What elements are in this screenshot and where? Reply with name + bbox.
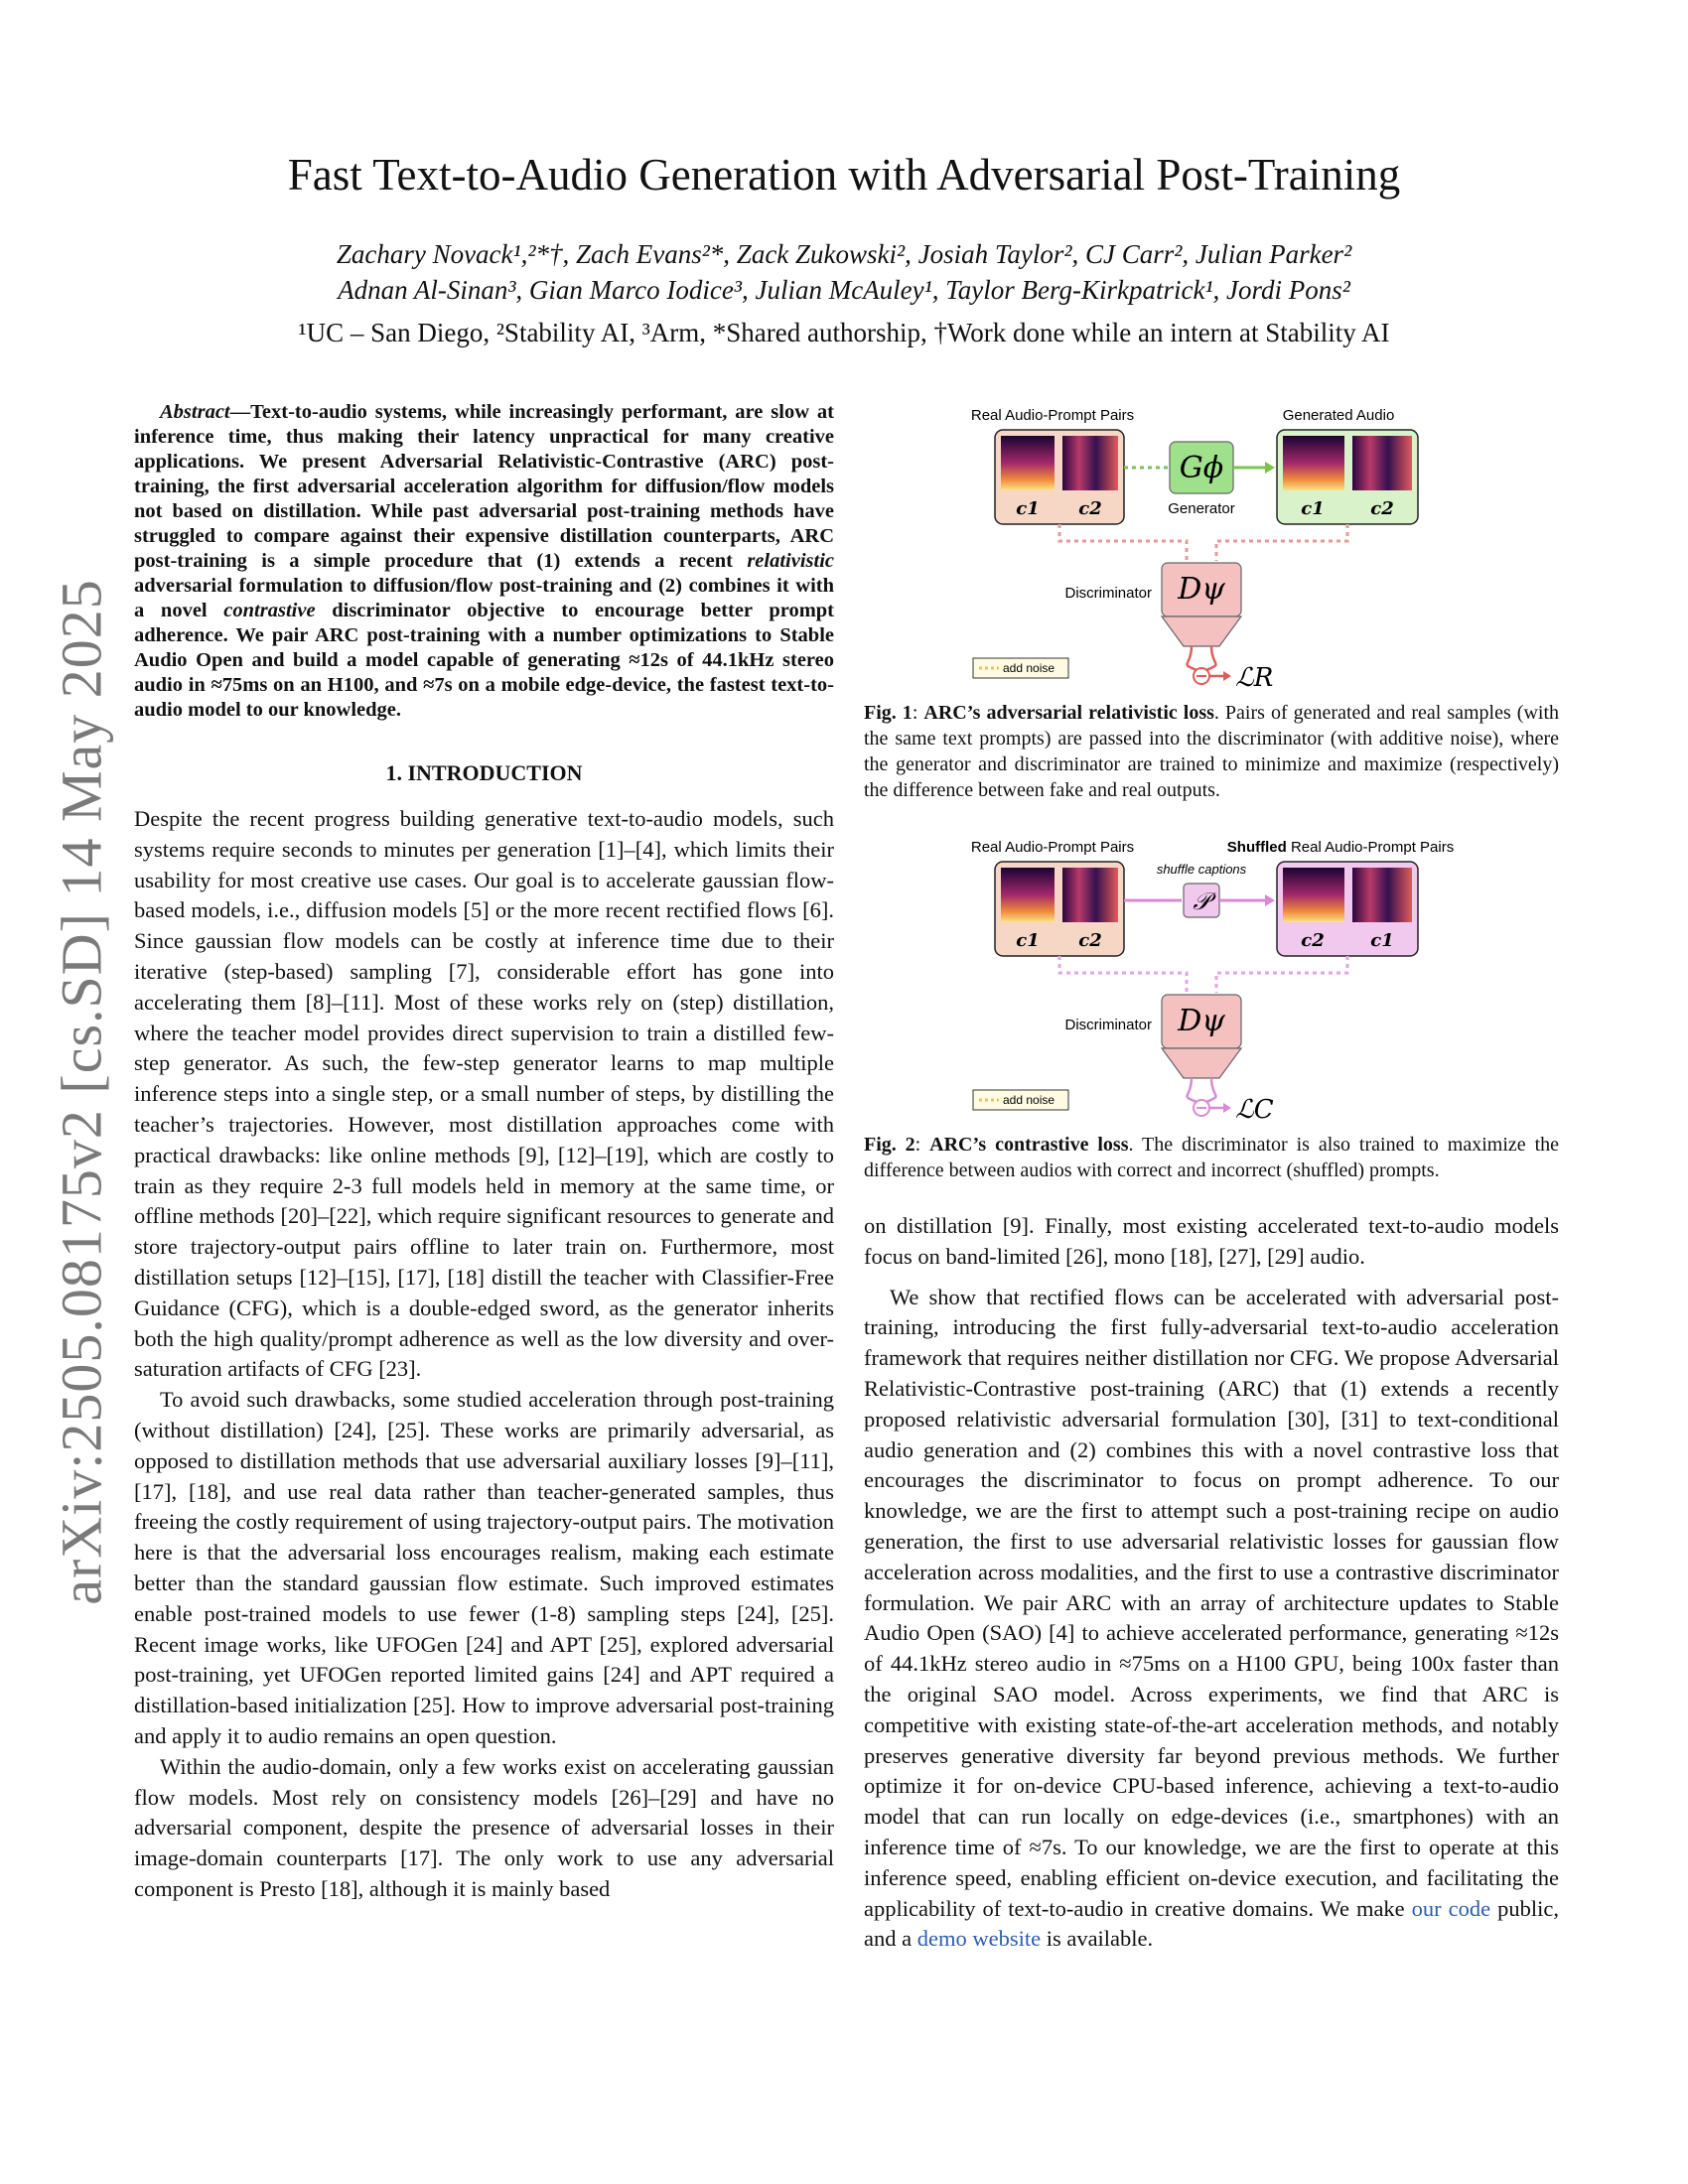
fig2-shuffled-spectrogram-2 <box>1352 868 1412 922</box>
fig2-discriminator-funnel <box>1162 1048 1241 1078</box>
fig2-permutation-symbol: 𝒫 <box>1193 887 1210 915</box>
fig1-caption-bold: ARC’s adversarial relativistic loss <box>923 702 1214 724</box>
fig2-shuffled-c2: c2 <box>1301 930 1325 951</box>
abstract <box>134 400 834 723</box>
fig2-caption-lead: Fig. 2 <box>864 1134 915 1156</box>
fig2-caption-text: . The discriminator is also trained to maximize the difference between audios with correct and incorrect (shuffled) prompts. <box>864 1134 1559 1181</box>
fig1-noise-legend-text: add noise <box>1003 661 1055 675</box>
abstract-part-2: adversarial formulation to diffusion/flow post-training and (2) combines it with a novel <box>134 575 834 621</box>
fig1-real-spectrogram-2 <box>1062 436 1118 490</box>
figure-1-caption: Fig. 1: ARC’s adversarial relativistic loss. Pairs of generated and real samples (with the same text prompts) are passed into the discriminator (with additive noise), where the generator and discriminator are trained to minimize and maximize (respectively) the difference between fake and real outputs. <box>864 702 1559 801</box>
abstract-lead: Abstract <box>160 401 230 423</box>
fig2-real-label: Real Audio-Prompt Pairs <box>970 839 1135 856</box>
code-link[interactable]: our code <box>1411 1895 1491 1921</box>
fig1-gen-spectrogram-2 <box>1352 436 1412 490</box>
fig2-loss-symbol: ℒC <box>1235 1095 1274 1125</box>
demo-website-link[interactable]: demo website <box>916 1926 1042 1952</box>
fig2-real-spectrogram-1 <box>1001 868 1055 922</box>
fig1-generated-label: Generated Audio <box>1282 407 1395 424</box>
fig2-discriminator-symbol: Dψ <box>1178 1004 1225 1038</box>
author-list <box>0 236 1688 308</box>
fig2-noise-path-real <box>1059 956 1187 993</box>
fig2-shuffled-bold: Shuffled <box>1226 839 1287 856</box>
abstract-em-1: relativistic <box>747 550 834 572</box>
fig1-caption-text: . Pairs of generated and real samples (with the same text prompts) are passed into the discriminator (with additive noise), where the generator and discriminator are trained to minimize and maximize (respectively) the difference between fake and real outputs. <box>864 702 1559 801</box>
fig2-shuffled-label <box>1227 839 1454 856</box>
fig1-discriminator-label: Discriminator <box>1064 585 1152 602</box>
fig2-noise-legend-text: add noise <box>1003 1093 1055 1107</box>
fig1-caption-lead: Fig. 1 <box>864 702 913 724</box>
fig1-real-spectrogram-1 <box>1001 436 1055 490</box>
fig2-shuffled-rest: Real Audio-Prompt Pairs <box>1286 839 1455 856</box>
fig2-shuffled-c1: c1 <box>1370 930 1394 951</box>
intro-paragraph-2: To avoid such drawbacks, some studied acceleration through post-training (without distillation) [24], [25]. These works are primarily adversarial, as opposed to distillation methods that use adversarial auxiliary losses [9]–[11], [17], [18], and use real data rather than teacher-generated samples, thus freeing the costly requirement of using trajectory-output pairs. The motivation here is that the adversarial loss encourages realism, making each estimate better than the standard gaussian flow estimate. Such improved estimates enable post-trained models to use fewer (1-8) sampling steps [24], [25]. Recent image works, like UFOGen [24] and APT [25], explored adversarial post-training, yet UFOGen reported limited gains [24] and APT required a distillation-based initialization [25]. How to improve adversarial post-training and apply it to audio remains an open question. <box>134 1387 834 1748</box>
fig1-gen-c1: c1 <box>1301 498 1325 519</box>
figure-2-caption: Fig. 2: ARC’s contrastive loss. The discriminator is also trained to maximize the difference between audios with correct and incorrect (shuffled) prompts. <box>864 1134 1559 1181</box>
fig2-real-c2: c2 <box>1078 930 1102 951</box>
fig2-loss-arrowhead <box>1223 1103 1231 1113</box>
arxiv-id: arXiv:2505.08175v2 [cs.SD] 14 May 2025 <box>49 579 114 1605</box>
fig1-discriminator-symbol: Dψ <box>1178 572 1225 607</box>
fig2-real-spectrogram-2 <box>1062 868 1118 922</box>
section-heading-introduction: 1. INTRODUCTION <box>385 760 583 785</box>
abstract-em-2: contrastive <box>223 600 316 621</box>
fig1-loss-symbol: ℒR <box>1235 663 1274 693</box>
fig1-real-c2: c2 <box>1078 498 1102 519</box>
intro-paragraph-4 <box>864 1283 1559 1956</box>
intro-paragraph-4-text: We show that rectified flows can be accelerated with adversarial post-training, introducing the first fully-adversarial text-to-audio acceleration framework that requires neither distillation nor CFG. We propose Adversarial Relativistic-Contrastive post-training (ARC) that (1) extends a recently proposed relativistic adversarial formulation [30], [31] to text-conditional audio generation and (2) combines this with a novel contrastive loss that encourages the discriminator to focus on prompt adherence. To our knowledge, we are the first to attempt such a post-training recipe on audio generation, the first to use adversarial relativistic losses for gaussian flow acceleration across modalities, and the first to use a contrastive discriminator formulation. We pair ARC with an array of architecture updates to Stable Audio Open (SAO) [4] to achieve accelerated performance, generating ≈12s of 44.1kHz stereo audio in ≈75ms on a H100 GPU, being 100x faster than the original SAO model. Across experiments, we find that ARC is competitive with existing state-of-the-art acceleration methods, and notably preserves generative diversity far beyond previous methods. We further optimize it for on-device CPU-based inference, achieving a text-to-audio model that can run locally on edge-devices (i.e., smartphones) with an inference time of ≈7s. To our knowledge, we are the first to operate at this inference speed, enabling efficient on-device execution, and facilitating the applicability of text-to-audio in creative domains. We make <box>864 1284 1559 1921</box>
fig1-noise-path-real <box>1059 524 1187 561</box>
fig2-shuffled-spectrogram-1 <box>1283 868 1344 922</box>
fig2-noise-path-shuffled <box>1216 956 1347 993</box>
fig1-arrowhead <box>1265 462 1275 474</box>
fig2-arrowhead <box>1265 894 1275 906</box>
fig2-discriminator-label: Discriminator <box>1064 1017 1152 1033</box>
figure-1-diagram <box>953 402 1470 695</box>
fig1-real-c1: c1 <box>1016 498 1040 519</box>
fig1-noise-path-gen <box>1216 524 1347 561</box>
abstract-part-3: discriminator objective to encourage better prompt adherence. We pair ARC post-training with a number optimizations to Stable Audio Open and build a model capable of generating ≈12s of 44.1kHz stereo audio in ≈75ms on an H100, and ≈7s on a mobile edge-device, the fastest text-to-audio model to our knowledge. <box>134 600 834 721</box>
fig1-gen-c2: c2 <box>1370 498 1394 519</box>
intro-paragraph-3: Within the audio-domain, only a few works exist on accelerating gaussian flow models. Most rely on consistency models [26]–[29] and have no adversarial component, despite the presence of adversarial losses in their image-domain counterparts [17]. The only work to use any adversarial component is Presto [18], although it is mainly based <box>134 1753 834 1901</box>
authors-line-1: Zachary Novack¹,²*†, Zach Evans²*, Zack Zukowski², Josiah Taylor², CJ Carr², Julian Parker² <box>336 239 1352 269</box>
fig1-loss-arrowhead <box>1223 671 1231 681</box>
figure-2-diagram <box>953 834 1470 1127</box>
fig2-caption-bold: ARC’s contrastive loss <box>929 1134 1129 1156</box>
fig2-shuffle-label: shuffle captions <box>1156 862 1247 877</box>
fig1-discriminator-funnel <box>1162 616 1241 646</box>
fig1-generator-label: Generator <box>1168 500 1235 517</box>
fig1-generator-symbol: Gϕ <box>1179 451 1224 485</box>
fig1-real-label: Real Audio-Prompt Pairs <box>970 407 1135 424</box>
fig2-real-c1: c1 <box>1016 930 1040 951</box>
intro-paragraph-4-mid: public, and a <box>864 1895 1559 1952</box>
intro-paragraph-4-end: is available. <box>1041 1926 1154 1952</box>
right-column <box>864 1211 1559 1955</box>
intro-paragraph-continued: on distillation [9]. Finally, most existing accelerated text-to-audio models focus on band-limited [26], mono [18], [27], [29] audio. <box>864 1213 1559 1269</box>
authors-line-2: Adnan Al-Sinan³, Gian Marco Iodice³, Julian McAuley¹, Taylor Berg-Kirkpatrick¹, Jordi Pons² <box>338 275 1350 305</box>
affiliations: ¹UC – San Diego, ²Stability AI, ³Arm, *Shared authorship, †Work done while an intern at Stability AI <box>298 318 1390 347</box>
intro-paragraph-1: Despite the recent progress building generative text-to-audio models, such systems require seconds to minutes per generation [1]–[4], which limits their usability for most creative use cases. Our goal is to accelerate gaussian flow-based models, i.e., diffusion models [5] or the more recent rectified flows [6]. Since gaussian flow models can be costly at inference time due to their iterative (step-based) sampling [7], considerable effort has gone into accelerating them [8]–[11]. Most of these works rely on (step) distillation, where the teacher model provides direct supervision to train a distilled few-step generator. As such, the few-step generator learns to map multiple inference steps into a single step, or a small number of steps, by distilling the teacher’s trajectories. However, most distillation approaches come with practical drawbacks: like online methods [9], [12]–[19], which are costly to train as they require 2-3 full models held in memory at the same time, or offline methods [20]–[22], which require significant resources to generate and store trajectory-output pairs offline to later train on. Furthermore, most distillation setups [12]–[15], [17], [18] distill the teacher with Classifier-Free Guidance (CFG), which is a double-edged sword, as the generator inherits both the high quality/prompt adherence as well as the low diversity and over-saturation artifacts of CFG [23]. <box>134 806 834 1382</box>
paper-title: Fast Text-to-Audio Generation with Adversarial Post-Training <box>287 150 1401 200</box>
arxiv-stamp <box>22 579 141 1605</box>
abstract-part-1: —Text-to-audio systems, while increasingly performant, are slow at inference time, thus making their latency unpractical for many creative applications. We present Adversarial Relativistic-Contrastive (ARC) post-training, the first adversarial acceleration algorithm for diffusion/flow models not based on distillation. While past adversarial post-training methods have struggled to compare against their expensive distillation counterparts, ARC post-training is a simple procedure that (1) extends a recent <box>134 401 834 572</box>
left-column <box>134 400 834 1905</box>
fig1-gen-spectrogram-1 <box>1283 436 1344 490</box>
